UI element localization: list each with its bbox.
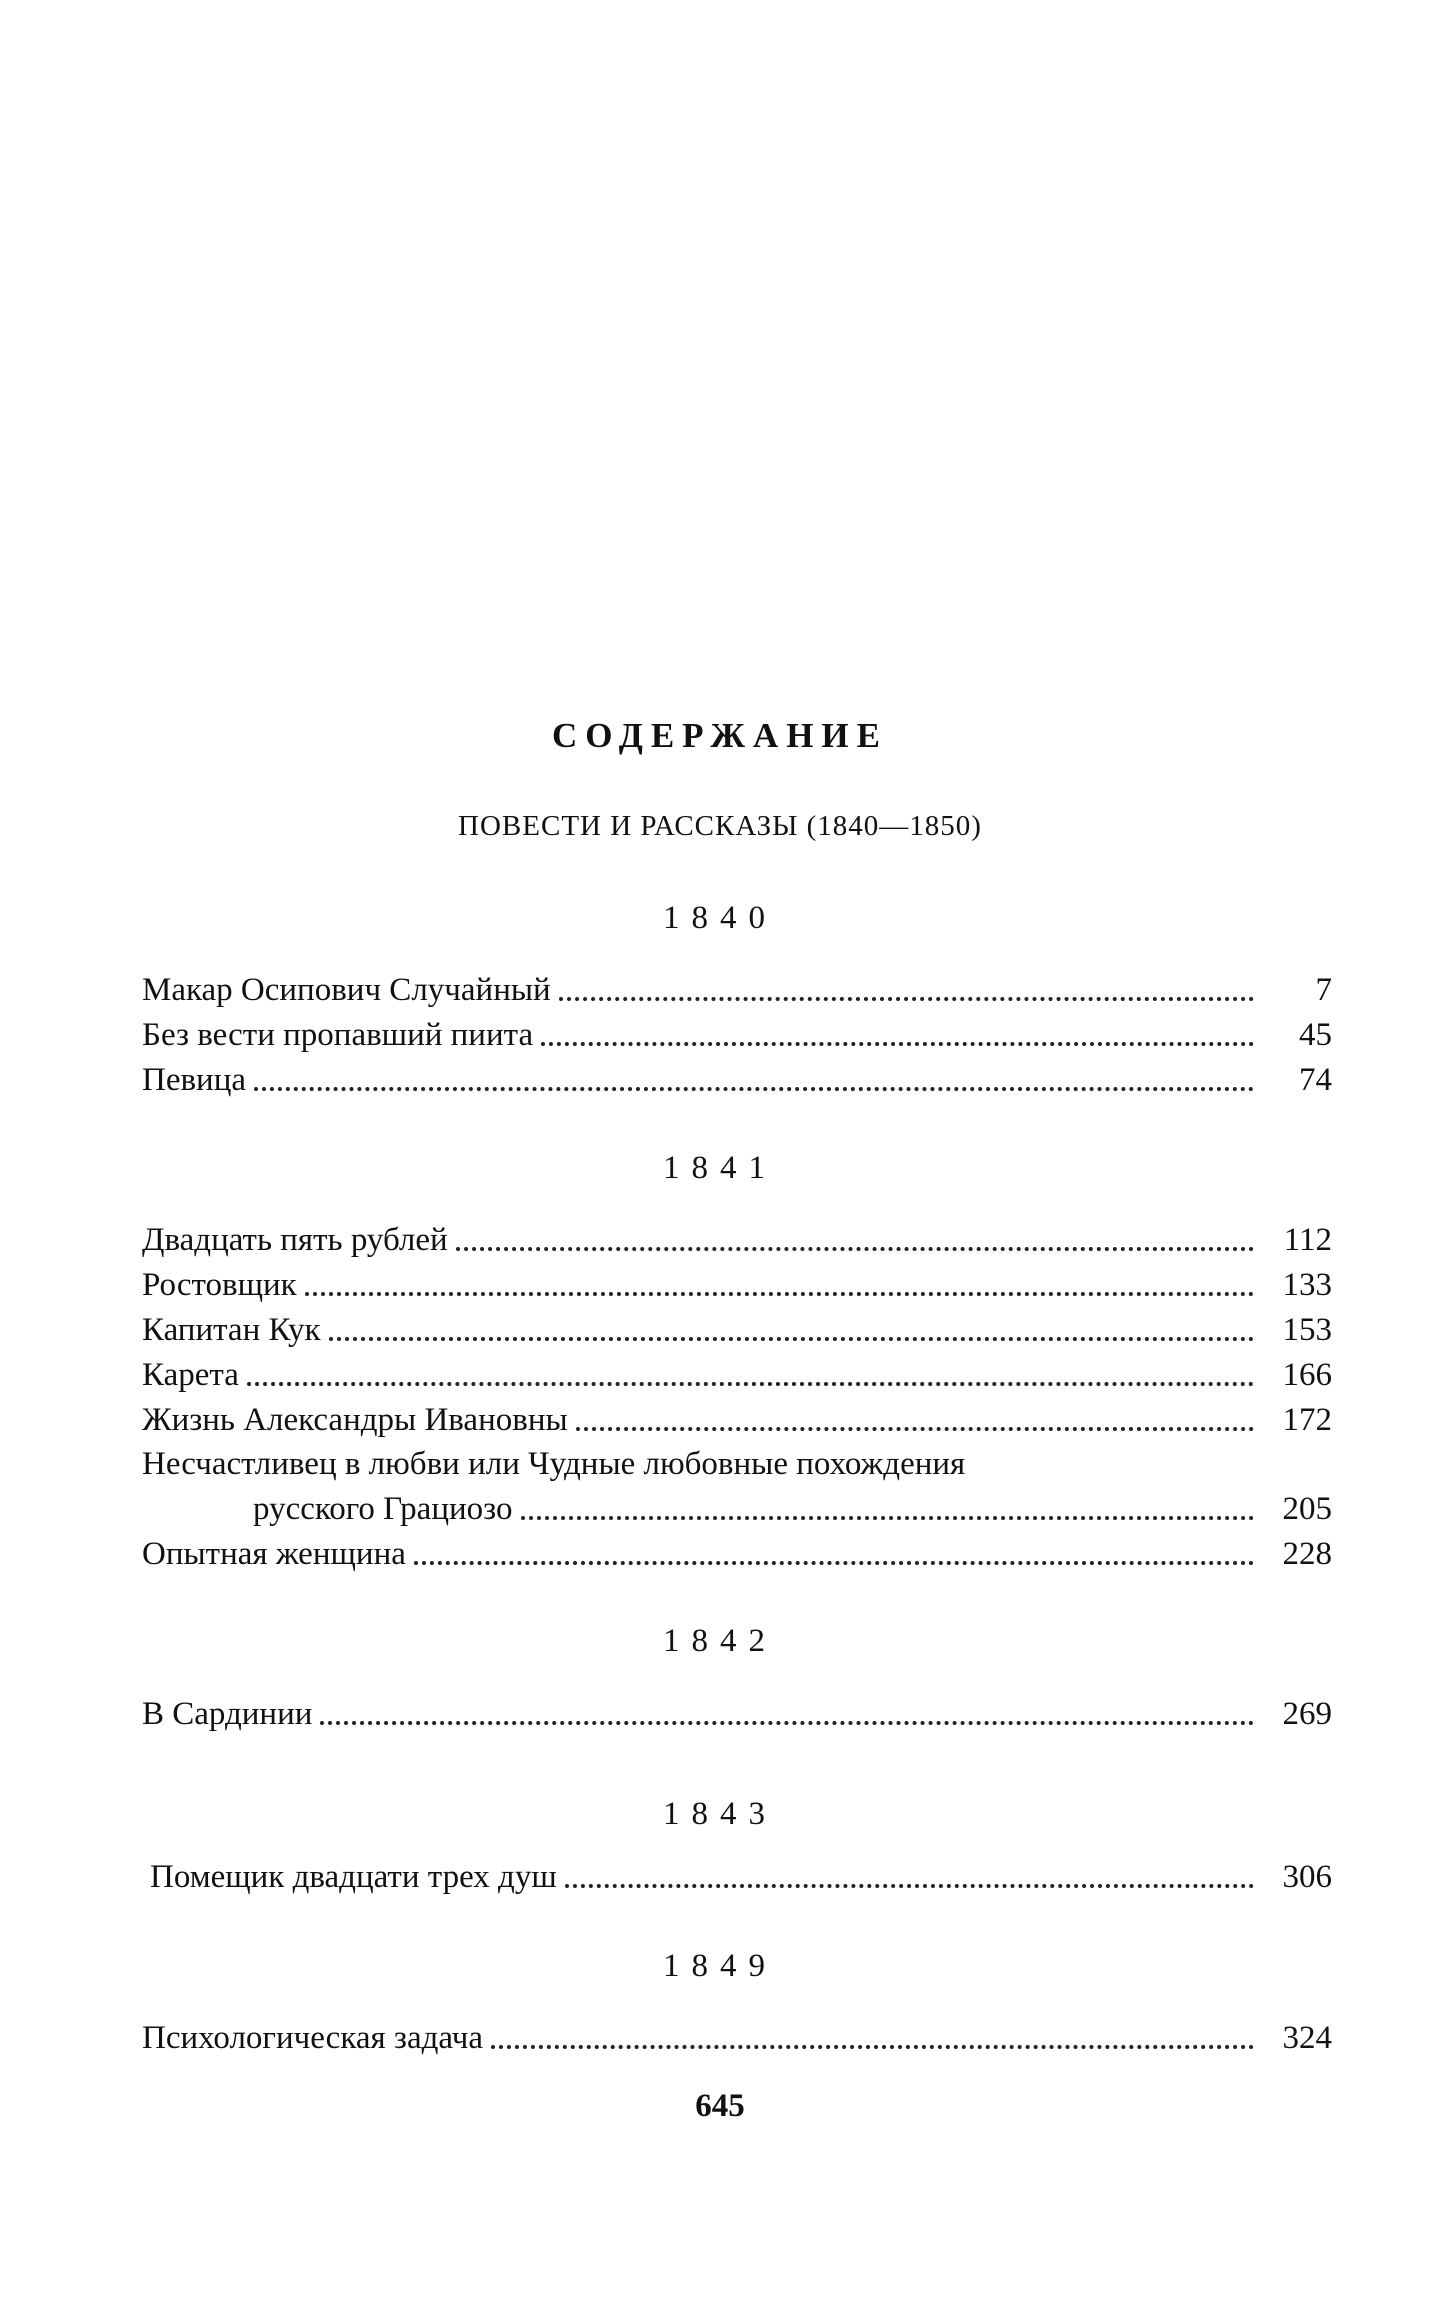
toc-entry [142,1013,1332,1057]
entry-page: 324 [1282,2020,1332,2056]
entry-page: 306 [1282,1859,1332,1895]
dot-leader [521,1516,1255,1520]
page-number: 645 [695,2088,745,2124]
dot-leader [491,2045,1254,2049]
entry-title: Без вести пропавший пиита [142,1017,534,1053]
entry-title: Опытная женщина [142,1536,406,1572]
year-heading-1842: 1842 [663,1623,777,1659]
toc-entry [142,1692,1332,1736]
toc-subheading: ПОВЕСТИ И РАССКАЗЫ (1840—1850) [458,810,982,842]
year-heading-1840: 1840 [663,900,777,936]
toc-entry [142,968,1332,1012]
entry-title: Капитан Кук [142,1312,321,1348]
entry-title: Макар Осипович Случайный [142,972,551,1008]
dot-leader [565,1884,1254,1888]
toc-entry [142,1398,1332,1442]
entry-title: Психологическая задача [142,2020,483,2056]
dot-leader [320,1721,1254,1725]
entry-page: 166 [1282,1357,1332,1393]
dot-leader [541,1042,1254,1046]
dot-leader [254,1087,1254,1091]
entry-page: 74 [1299,1062,1332,1098]
toc-entry [142,1353,1332,1397]
dot-leader [329,1337,1254,1341]
dot-leader [305,1292,1254,1296]
year-heading-1843: 1843 [663,1796,777,1832]
entry-page: 228 [1282,1536,1332,1572]
toc-entry [142,1308,1332,1352]
year-heading-1841: 1841 [663,1150,777,1186]
dot-leader [456,1247,1254,1251]
toc-entry [142,1218,1332,1262]
toc-entry [142,2016,1332,2060]
entry-page: 205 [1282,1491,1332,1527]
entry-page: 45 [1299,1017,1332,1053]
entry-title: В Сардинии [142,1696,313,1732]
toc-entry [150,1855,1332,1899]
toc-entry [142,1058,1332,1102]
toc-entry [142,1532,1332,1576]
dot-leader [247,1382,1254,1386]
entry-title: Певица [142,1062,247,1098]
entry-page: 269 [1282,1696,1332,1732]
entry-title-line2: русского Грациозо [253,1491,513,1527]
entry-title: Жизнь Александры Ивановны [142,1402,568,1438]
dot-leader [559,997,1254,1001]
dot-leader [576,1427,1254,1431]
dot-leader [414,1561,1254,1565]
entry-title: Ростовщик [142,1267,297,1303]
entry-title: Карета [142,1357,239,1393]
entry-page: 172 [1282,1402,1332,1438]
toc-entry [142,1263,1332,1307]
toc-entry [253,1487,1332,1531]
entry-page: 7 [1315,972,1332,1008]
toc-heading: СОДЕРЖАНИЕ [551,716,888,755]
entry-title-line1: Несчастливец в любви или Чудные любовные похождения [142,1446,966,1482]
entry-title: Помещик двадцати трех душ [150,1859,557,1895]
entry-page: 153 [1282,1312,1332,1348]
entry-page: 133 [1282,1267,1332,1303]
entry-title: Двадцать пять рублей [142,1222,448,1258]
entry-page: 112 [1283,1222,1332,1258]
year-heading-1849: 1849 [663,1948,777,1984]
